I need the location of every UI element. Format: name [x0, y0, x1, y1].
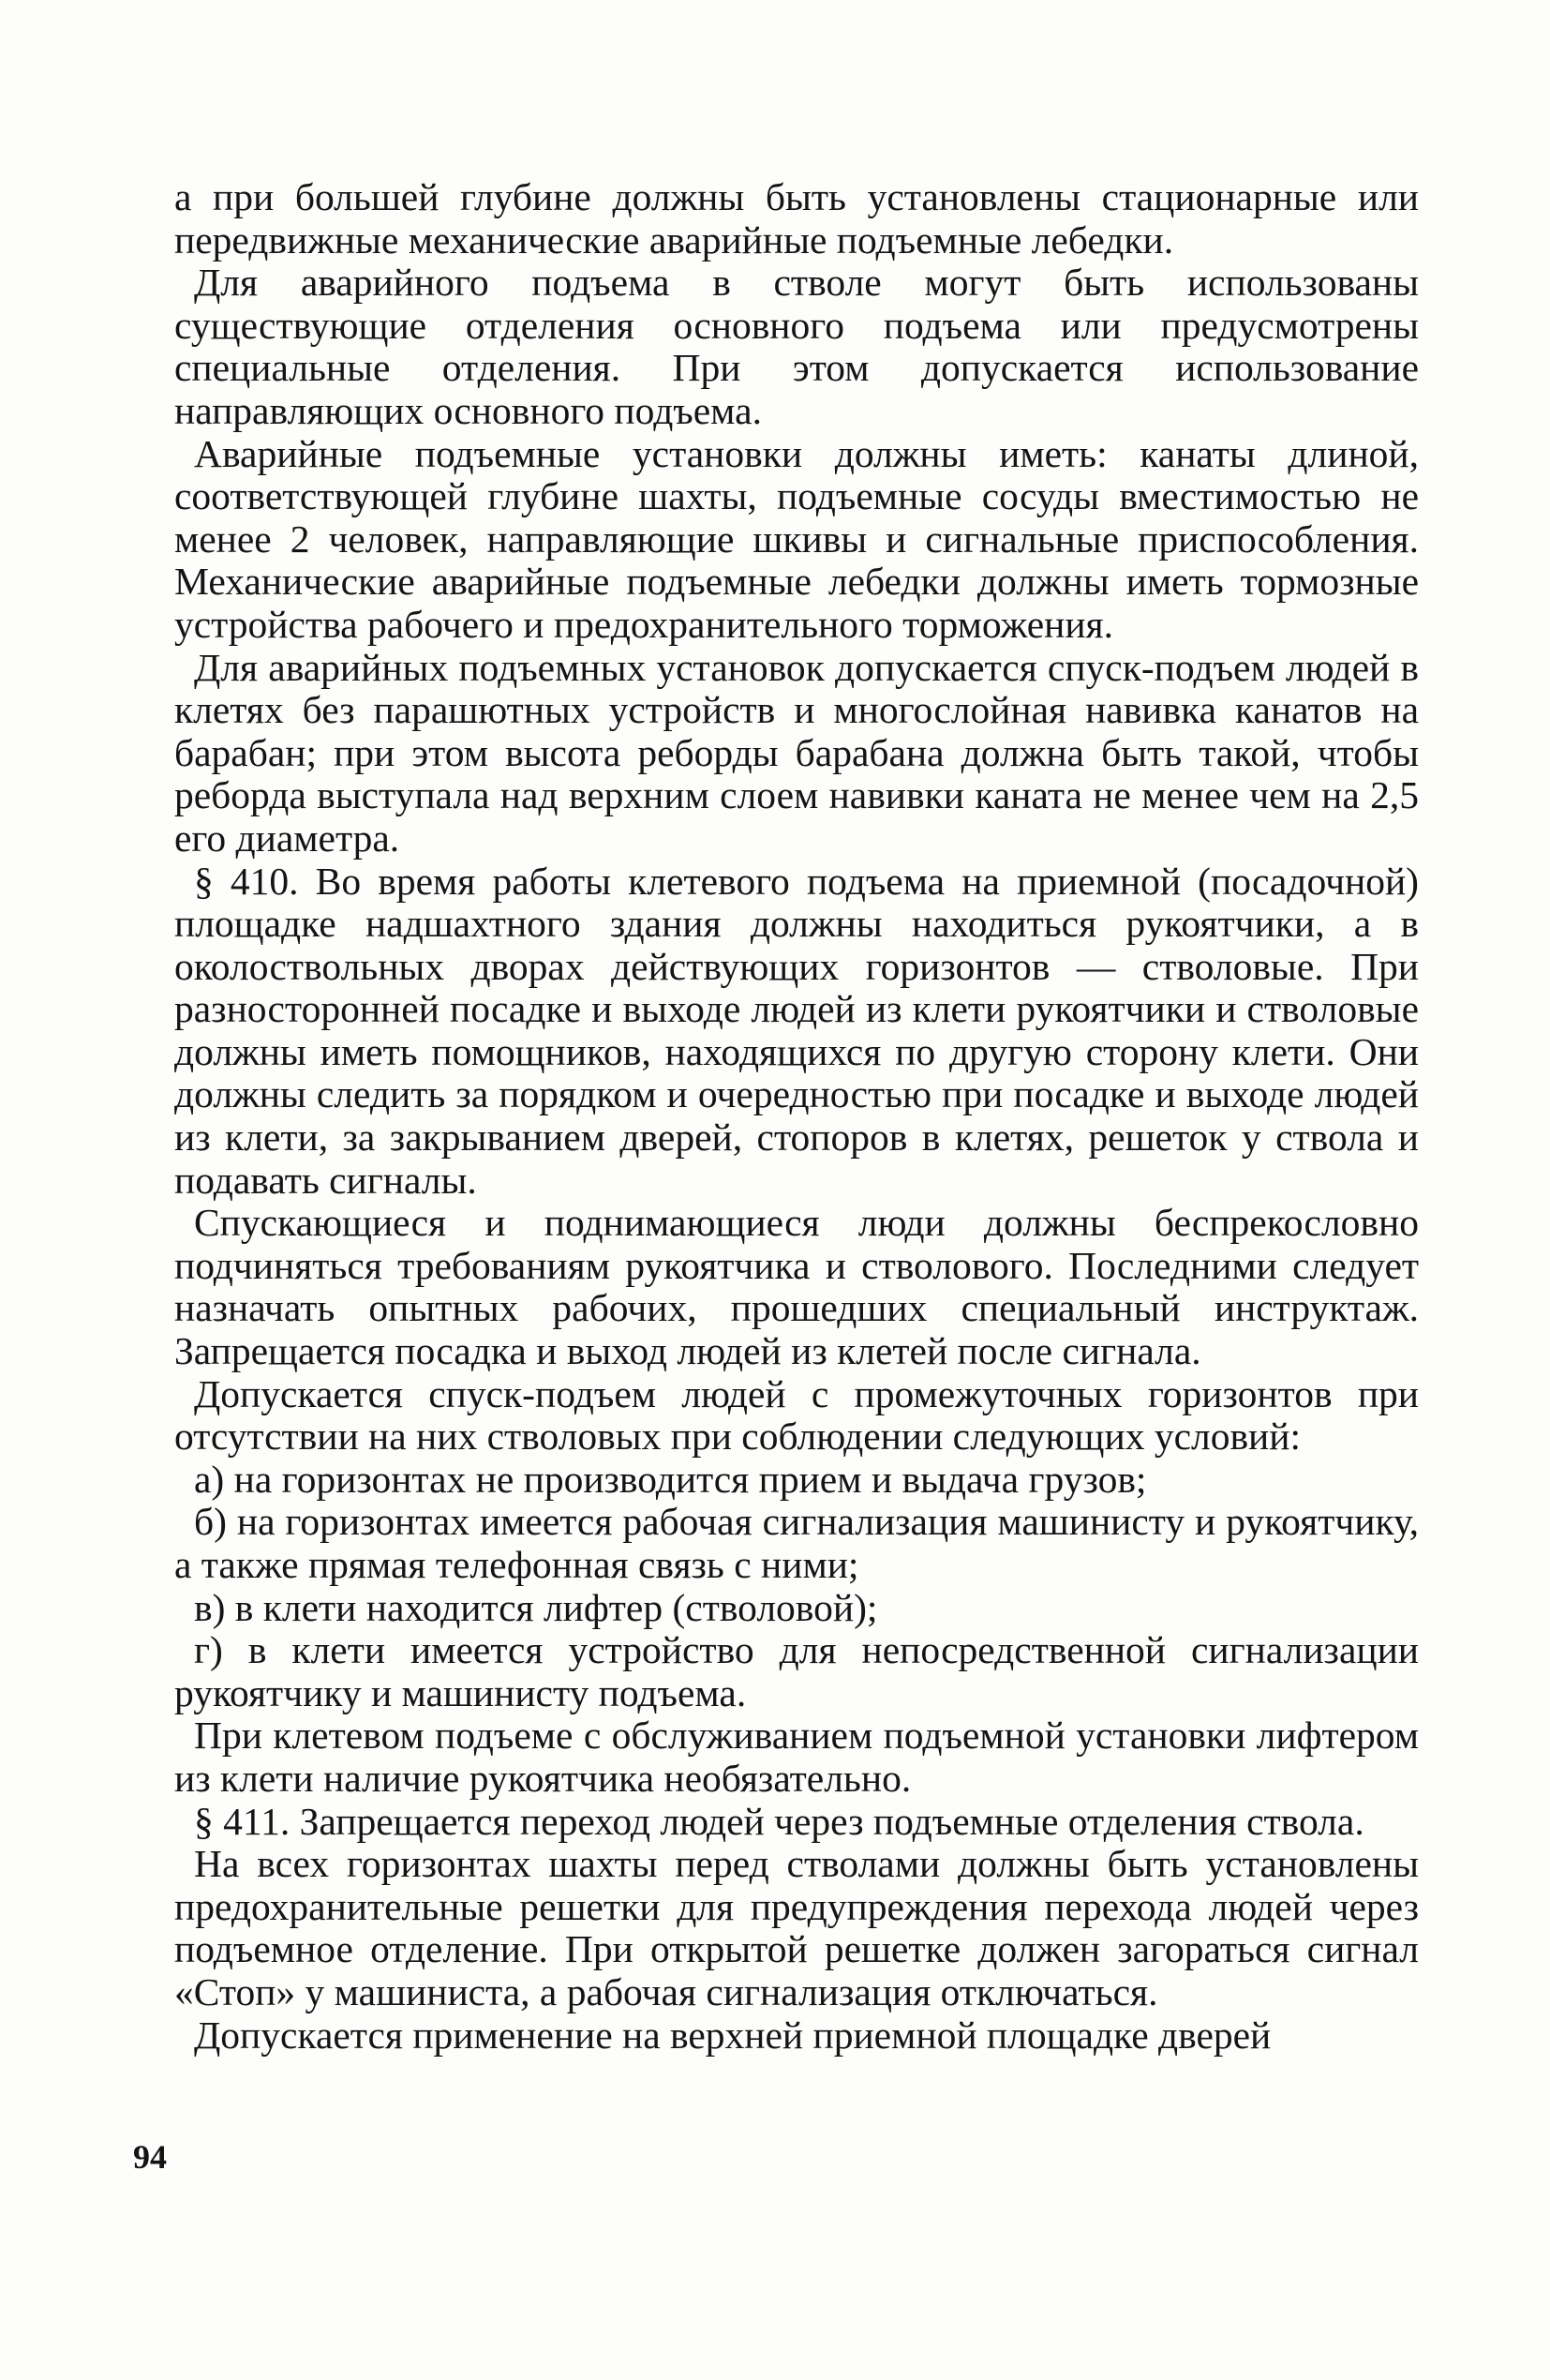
body-text [174, 176, 1419, 2057]
paragraph: На всех горизонтах шахты перед стволами должны быть установлены предохранительные решетки для предупреждения перехода людей через подъемное отделение. При открытой решетке должен загораться сигнал «Стоп» у машиниста, а рабочая сигнализация отключаться. [174, 1842, 1419, 2013]
paragraph: Допускается спуск-подъем людей с промежуточных горизонтов при отсутствии на них стволовых при соблюдении следующих условий: [174, 1371, 1419, 1459]
list-item-b: б) на горизонтах имеется рабочая сигнализация машинисту и рукоятчику, а также прямая телефонная связь с ними; [174, 1500, 1419, 1586]
paragraph: Для аварийных подъемных установок допускается спуск-подъем людей в клетях без парашютных устройств и многослойная навивка канатов на барабан; при этом высота реборды барабана должна быть такой, чтобы реборда выступала над верхним слоем навивки каната не менее чем на 2,5 его диаметра. [174, 645, 1419, 860]
paragraph: Допускается применение на верхней приемной площадке дверей [194, 2013, 1272, 2057]
paragraph: Для аварийного подъема в стволе могут быть использованы существующие отделения основного подъема или предусмотрены специальные отделения. При этом допускается использование направляющих основного подъема. [174, 261, 1419, 432]
list-item-v: в) в клети находится лифтер (стволовой); [194, 1585, 878, 1629]
paragraph: Спускающиеся и поднимающиеся люди должны беспрекословно подчиняться требованиям рукоятчика и стволового. Последними следует назначать опытных рабочих, прошедших специальный инструктаж. Запрещается посадка и выход людей из клетей после сигнала. [174, 1201, 1419, 1373]
paragraph: а при большей глубине должны быть установлены стационарные или передвижные механические аварийные подъемные лебедки. [174, 175, 1419, 262]
page-number: 94 [133, 2138, 167, 2176]
paragraph: При клетевом подъеме с обслуживанием подъемной установки лифтером из клети наличие рукоятчика необязательно. [174, 1714, 1419, 1800]
paragraph-section-410: § 410. Во время работы клетевого подъема на приемной (посадочной) площадке надшахтного здания должны находиться рукоятчики, а в околоствольных дворах действующих горизонтов — стволовые. При разносторонней посадке и выходе людей из клети рукоятчики и стволовые должны иметь помощников, находящихся по другую сторону клети. Они должны следить за порядком и очередностью при посадке и выходе людей из клети, за закрыванием дверей, стопоров в клетях, решеток у ствола и подавать сигналы. [174, 859, 1419, 1202]
list-item-g: г) в клети имеется устройство для непосредственной сигнализации рукоятчику и машинисту подъема. [174, 1628, 1419, 1714]
paragraph: Аварийные подъемные установки должны иметь: канаты длиной, соответствующей глубине шахты, подъемные сосуды вместимостью не менее 2 человек, направляющие шкивы и сигнальные приспособления. Механические аварийные подъемные лебедки должны иметь тормозные устройства рабочего и предохранительного торможения. [174, 431, 1419, 646]
list-item-a: а) на горизонтах не производится прием и выдача грузов; [194, 1457, 1147, 1501]
paragraph-section-411: § 411. Запрещается переход людей через подъемные отделения ствола. [194, 1799, 1364, 1843]
